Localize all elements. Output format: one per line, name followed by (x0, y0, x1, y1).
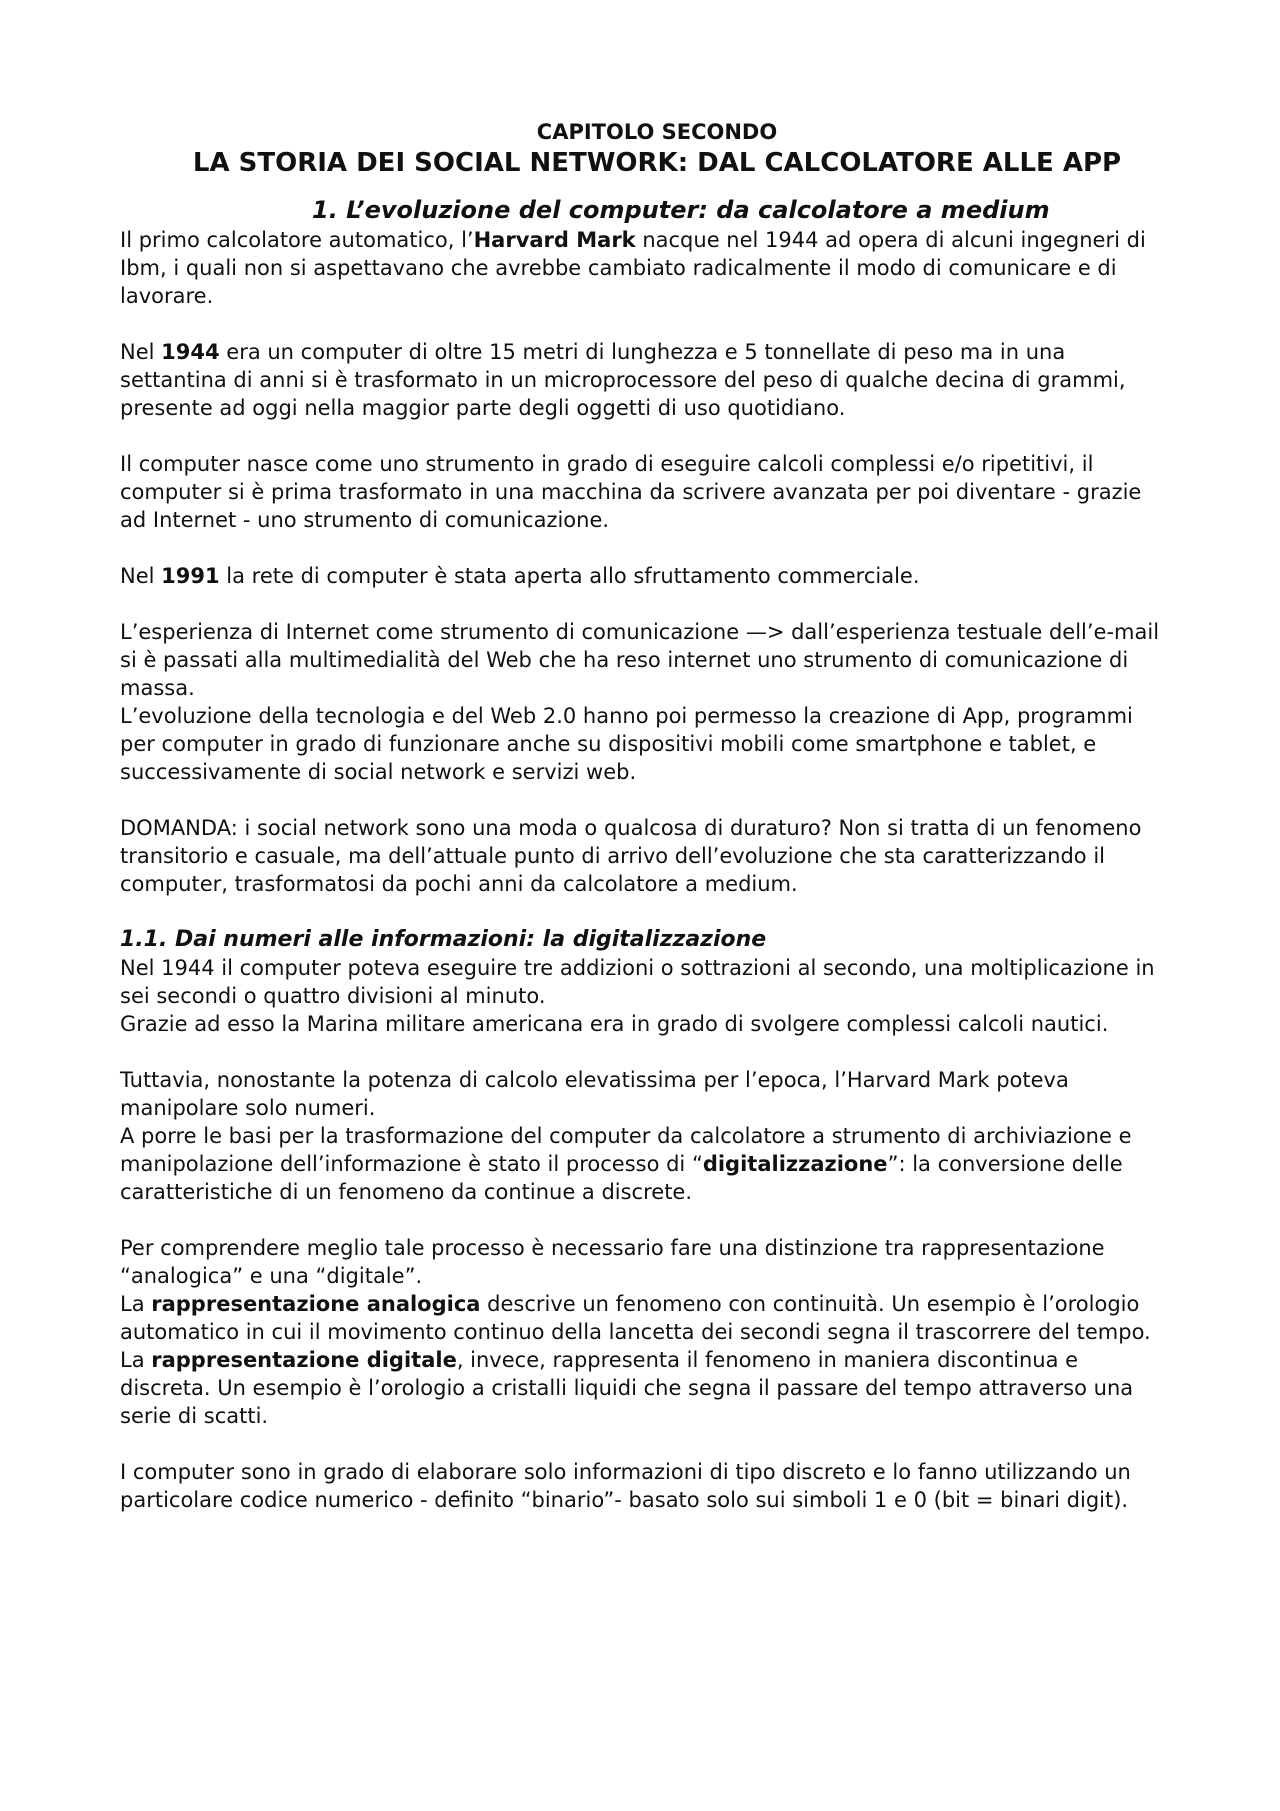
paragraph-digitale: La rappresentazione digitale, invece, rappresenta il fenomeno in maniera discontinua e discreta. Un esempio è l’orologio a cristalli liquidi che segna il passare del tempo attraverso una serie di scatti. (120, 1348, 1134, 1428)
section-1-1-title: 1.1. Dai numeri alle informazioni: la digitalizzazione (120, 927, 767, 952)
paragraph-harvard-mark: Il primo calcolatore automatico, l’Harvard Mark nacque nel 1944 ad opera di alcuni ingegneri di Ibm, i quali non si aspettavano che avrebbe cambiato radicalmente il modo di comunicare e di lavorare. (120, 228, 1146, 308)
document-page (120, 118, 1170, 1514)
paragraph-marina: Grazie ad esso la Marina militare americana era in grado di svolgere complessi calcoli nautici. (120, 1012, 1109, 1036)
chapter-label: CAPITOLO SECONDO (536, 120, 778, 144)
chapter-title: LA STORIA DEI SOCIAL NETWORK: DAL CALCOLATORE ALLE APP (192, 148, 1122, 178)
paragraph-esperienza-internet: L’esperienza di Internet come strumento di comunicazione —> dall’esperienza testuale dell’e-mail si è passati alla multimedialità del Web che ha reso internet uno strumento di comunicazione di massa. (120, 620, 1160, 700)
paragraph-1991: Nel 1991 la rete di computer è stata aperta allo sfruttamento commerciale. (120, 564, 920, 588)
paragraph-digitalizzazione: A porre le basi per la trasformazione del computer da calcolatore a strumento di archiviazione e manipolazione dell’informazione è stato il processo di “digitalizzazione”: la conversione delle caratteristiche di un fenomeno da continue a discrete. (120, 1124, 1132, 1204)
paragraph-computer-nasce: Il computer nasce come uno strumento in grado di eseguire calcoli complessi e/o ripetitivi, il computer si è prima trasformato in una macchina da scrivere avanzata per poi diventare - grazie ad Internet - uno strumento di comunicazione. (120, 452, 1142, 532)
paragraph-domanda: DOMANDA: i social network sono una moda o qualcosa di duraturo? Non si tratta di un fenomeno transitorio e casuale, ma dell’attuale punto di arrivo dell’evoluzione che sta caratterizzando il computer, trasformatosi da pochi anni da calcolatore a medium. (120, 816, 1142, 896)
paragraph-distinzione: Per comprendere meglio tale processo è necessario fare una distinzione tra rappresentazione “analogica” e una “digitale”. (120, 1236, 1105, 1288)
section-1-title: 1. L’evoluzione del computer: da calcolatore a medium (312, 196, 1050, 224)
paragraph-binario: I computer sono in grado di elaborare solo informazioni di tipo discreto e lo fanno utilizzando un particolare codice numerico - definito “binario”- basato solo sui simboli 1 e 0 (bit = binari digit). (120, 1460, 1131, 1512)
paragraph-web-2: L’evoluzione della tecnologia e del Web 2.0 hanno poi permesso la creazione di App, programmi per computer in grado di funzionare anche su dispositivi mobili come smartphone e tablet, e successivamente di social network e servizi web. (120, 704, 1133, 784)
paragraph-1944: Nel 1944 era un computer di oltre 15 metri di lunghezza e 5 tonnellate di peso ma in una settantina di anni si è trasformato in un microprocessore del peso di qualche decina di grammi, presente ad oggi nella maggior parte degli oggetti di uso quotidiano. (120, 340, 1126, 420)
paragraph-tuttavia: Tuttavia, nonostante la potenza di calcolo elevatissima per l’epoca, l’Harvard Mark poteva manipolare solo numeri. (120, 1068, 1069, 1120)
paragraph-calcoli-1944: Nel 1944 il computer poteva eseguire tre addizioni o sottrazioni al secondo, una moltiplicazione in sei secondi o quattro divisioni al minuto. (120, 956, 1155, 1008)
paragraph-analogica: La rappresentazione analogica descrive un fenomeno con continuità. Un esempio è l’orologio automatico in cui il movimento continuo della lancetta dei secondi segna il trascorrere del tempo. (120, 1292, 1151, 1344)
